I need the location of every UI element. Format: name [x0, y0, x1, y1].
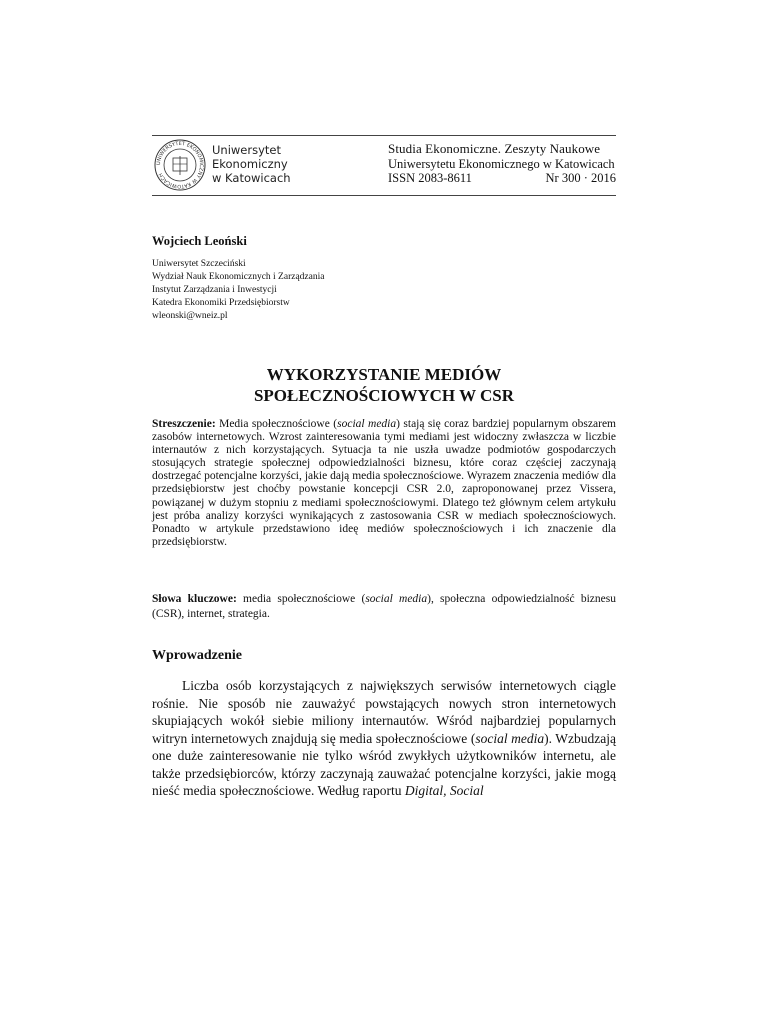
journal-title: Studia Ekonomiczne. Zeszyty Naukowe — [388, 141, 601, 156]
author-email: wleonski@wneiz.pl — [152, 311, 228, 321]
keywords: Słowa kluczowe: media społecznościowe (social media), społeczna odpowiedzialność biznesu (CSR), internet, strategia. — [152, 593, 616, 620]
journal-info — [388, 142, 616, 186]
journal-issn: ISSN 2083-8611 — [388, 171, 472, 185]
svg-text:UNIWERSYTET EKONOMICZNY W KATO: UNIWERSYTET EKONOMICZNY W KATOWICACH — [155, 140, 205, 190]
university-seal-icon — [154, 139, 206, 191]
journal-header — [152, 136, 616, 192]
header-rule-bottom — [152, 195, 616, 196]
journal-publisher: Uniwersytetu Ekonomicznego w Katowicach — [388, 156, 615, 171]
author-affiliation: Uniwersytet Szczeciński Wydział Nauk Ekonomicznych i Zarządzania Instytut Zarządzania i Inwestycji Katedra Ekonomiki Przedsiębiorstw wleonski@wneiz.pl — [152, 259, 325, 321]
intro-paragraph: Liczba osób korzystających z największych serwisów internetowych ciągle rośnie. Nie sposób nie zauważyć powstających nowych stron internetowych skupiających wokół siebie miliony internautów. Wśród najbardziej popularnych witryn internetowych znajdują się media społecznościowe (social media). Wzbudzają one duże zainteresowanie nie tylko wśród zwykłych użytkowników internetu, ale także przedsiębiorców, którzy zaczynają zauważać potencjalne korzyści, jakie mogą nieść media społecznościowe. Według raportu Digital, Social — [152, 678, 616, 798]
abstract: Streszczenie: Media społecznościowe (social media) stają się coraz bardziej popularnym obszarem zasobów internetowych. Wzrost zainteresowania tymi mediami jest widoczny zwłaszcza w liczbie internautów z nich korzystających. Sytuacja ta nie uszła uwadze podmiotów gospodarczych stosujących strategie społecznej odpowiedzialności biznesu, które coraz częściej zaczynają dostrzegać potencjalne korzyści, jakie dają media społecznościowe. Wyrazem znaczenia mediów dla przedsiębiorstw jest choćby powstanie koncepcji CSR 2.0, zaproponowanej przez Vissera, powiązanej w dużym stopniu z mediami społecznościowymi. Dlatego też głównym celem artykułu jest próba analizy korzyści wynikających z zastosowania CSR w mediach społecznościowych. Ponadto w artykule przedstawiono ideę mediów społecznościowych i ich znaczenie dla przedsiębiorstw. — [152, 418, 616, 548]
keywords-label: Słowa kluczowe: — [152, 593, 237, 605]
journal-issue: Nr 300 · 2016 — [545, 171, 616, 185]
university-name: Uniwersytet Ekonomiczny w Katowicach — [212, 143, 291, 185]
abstract-label: Streszczenie: — [152, 418, 216, 430]
author-name: Wojciech Leoński — [152, 234, 247, 248]
article-title: WYKORZYSTANIE MEDIÓW SPOŁECZNOŚCIOWYCH W CSR — [253, 365, 515, 405]
section-heading: Wprowadzenie — [152, 648, 242, 663]
